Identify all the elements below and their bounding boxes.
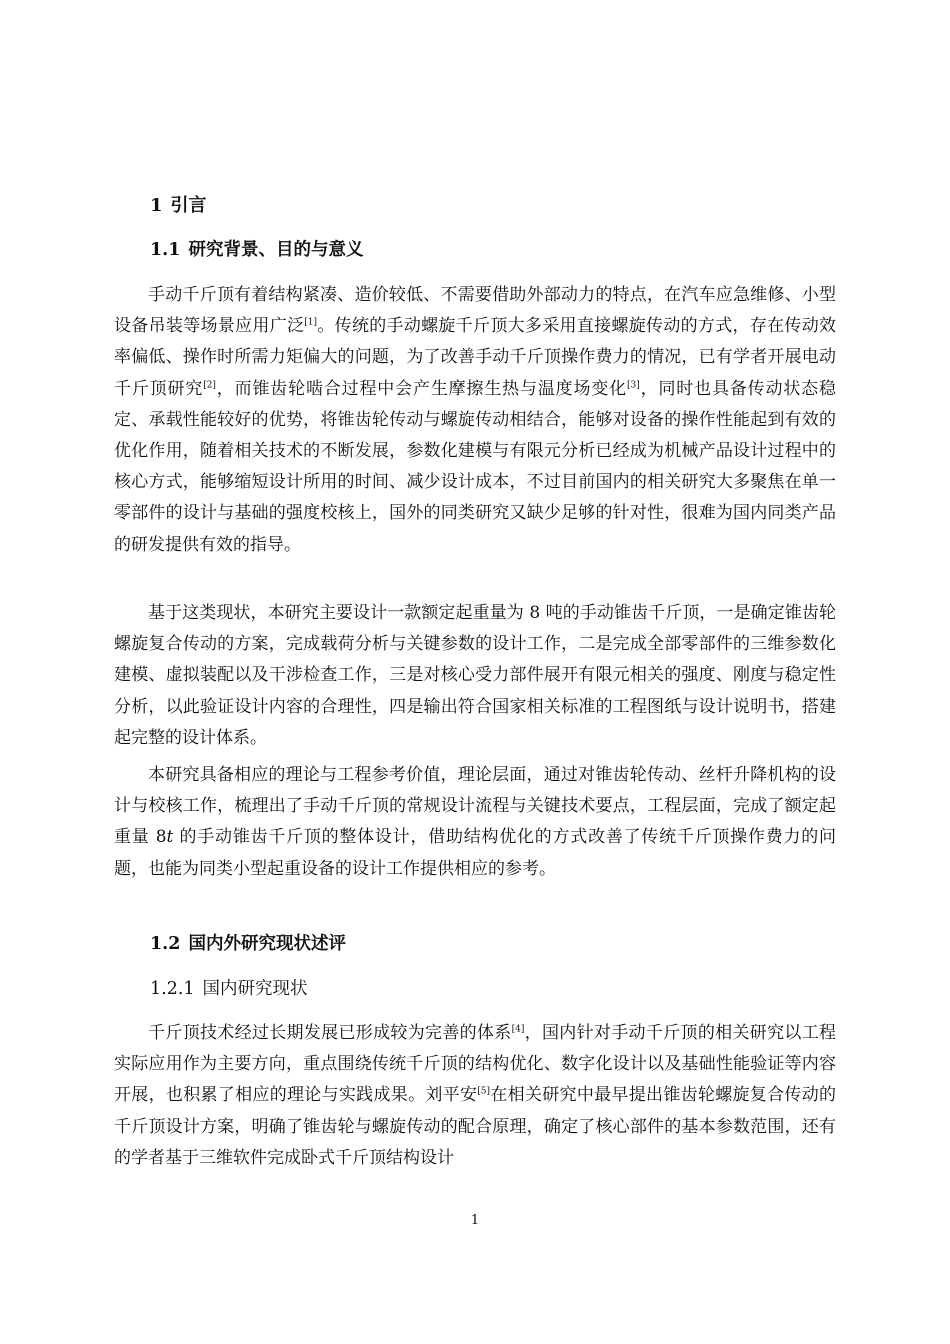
section-heading-1: 1 引言 <box>150 195 207 216</box>
section-heading-1-1: 1.1 研究背景、目的与意义 <box>150 240 364 260</box>
paragraph-significance: 本研究具备相应的理论与工程参考价值，理论层面，通过对锥齿轮传动、丝杆升降机构的设计与校核工作，梳理出了手动千斤顶的常规设计流程与关键技术要点，工程层面，完成了额定起重量 8t 的手动锥齿千斤顶的整体设计，借助结构优化的方式改善了传统千斤顶操作费力的问题，也能为同类小型起重设备的设计工作提供相应的参考。 <box>114 765 836 879</box>
citation-ref-5: [5] <box>477 1086 491 1097</box>
citation-ref-4: [4] <box>511 1024 525 1035</box>
paragraph-objectives: 基于这类现状，本研究主要设计一款额定起重量为 8 吨的手动锥齿千斤顶，一是确定锥齿轮螺旋复合传动的方案，完成载荷分析与关键参数的设计工作，二是完成全部零部件的三维参数化建模、虚拟装配以及干涉检查工作，三是对核心受力部件展开有限元相关的强度、刚度与稳定性分析，以此验证设计内容的合理性，四是输出符合国家相关标准的工程图纸与设计说明书，搭建起完整的设计体系。 <box>114 603 836 748</box>
citation-ref-2: [2] <box>203 379 216 390</box>
citation-ref-1: [1] <box>304 317 318 328</box>
section-heading-1-2: 1.2 国内外研究现状述评 <box>150 934 346 954</box>
citation-ref-3: [3] <box>627 379 640 390</box>
paragraph-background: 手动千斤顶有着结构紧凑、造价较低、不需要借助外部动力的特点，在汽车应急维修、小型设备吊装等场景应用广泛[1]。传统的手动螺旋千斤顶大多采用直接螺旋传动的方式，存在传动效率偏低、操作时所需力矩偏大的问题，为了改善手动千斤顶操作费力的情况，已有学者开展电动千斤顶研究[2]，而锥齿轮啮合过程中会产生摩擦生热与温度场变化[3]，同时也具备传动状态稳定、承载性能较好的优势，将锥齿轮传动与螺旋传动相结合，能够对设备的操作性能起到有效的优化作用，随着相关技术的不断发展，参数化建模与有限元分析已经成为机械产品设计过程中的核心方式，能够缩短设计所用的时间、减少设计成本，不过目前国内的相关研究大多聚焦在单一零部件的设计与基础的强度校核上，国外的同类研究又缺少足够的针对性，很难为国内同类产品的研发提供有效的指导。 <box>114 285 837 555</box>
section-heading-1-2-1: 1.2.1 国内研究现状 <box>150 979 308 999</box>
paragraph-domestic-research: 千斤顶技术经过长期发展已形成较为完善的体系[4]，国内针对手动千斤顶的相关研究以工程实际应用作为主要方向，重点围绕传统千斤顶的结构优化、数字化设计以及基础性能验证等内容开展，也积累了相应的理论与实践成果。刘平安[5]在相关研究中最早提出锥齿轮螺旋复合传动的千斤顶设计方案，明确了锥齿轮与螺旋传动的配合原理，确定了核心部件的基本参数范围，还有的学者基于三维软件完成卧式千斤顶结构设计 <box>114 1023 837 1168</box>
page-number: 1 <box>470 1213 480 1228</box>
unit-t: t <box>166 827 174 848</box>
